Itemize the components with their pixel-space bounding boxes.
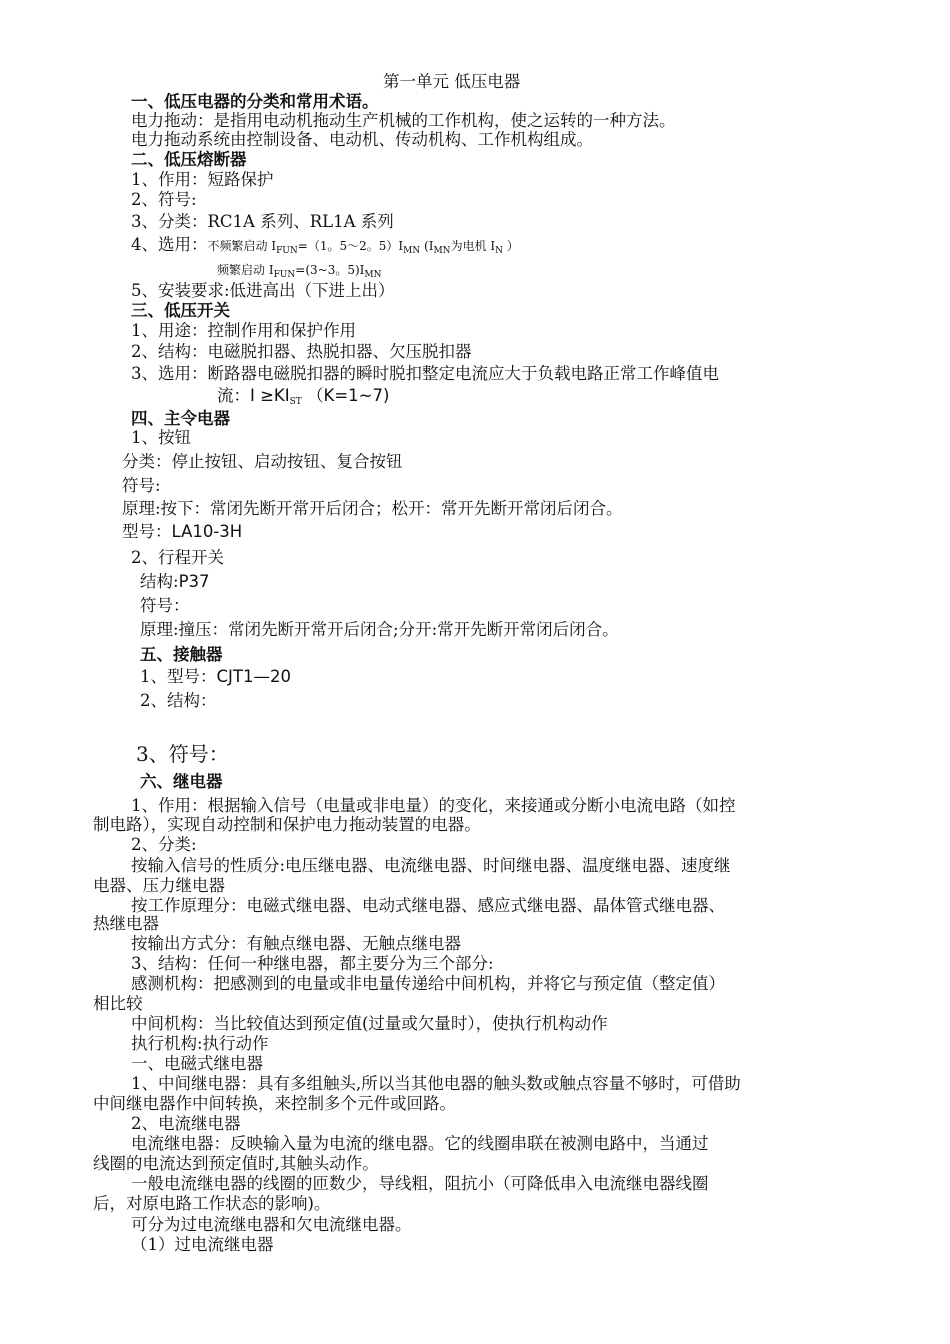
paragraph: 线圈的电流达到预定值时,其触头动作。 [93,1154,379,1173]
paragraph: 按输出方式分：有触点继电器、无触点继电器 [131,934,461,953]
formula-text: （K=1~7) [301,386,390,405]
section-heading: 五、接触器 [140,645,223,664]
list-item: 3、分类：RC1A 系列、RL1A 系列 [131,212,394,231]
formula-text: 频繁启动 I [217,263,274,277]
model-number: P37 [178,572,210,591]
formula-line [217,386,389,412]
formula-text: 不频繁启动 I [207,239,277,253]
paragraph: 符号: [122,476,161,495]
paragraph: 3、结构：任何一种继电器，都主要分为三个部分: [131,954,494,973]
formula-text: 为电机 I [450,239,496,253]
subscript: MN [433,246,451,256]
paragraph: 按输入信号的性质分:电压继电器、电流继电器、时间继电器、温度继电器、速度继 [131,856,731,875]
formula-text: =（1。5～2。5）I [297,239,404,253]
paragraph: 按工作原理分：电磁式继电器、电动式继电器、感应式继电器、晶体管式继电器、 [131,896,725,915]
section-heading: 二、低压熔断器 [131,150,247,169]
paragraph: 电器、压力继电器 [93,876,225,895]
formula-text: 流： [217,386,250,405]
paragraph: 分类：停止按钮、启动按钮、复合按钮 [122,452,403,471]
section-heading: 四、主令电器 [131,409,230,428]
paragraph: 原理:撞压：常闭先断开常开后闭合;分开:常开先断开常闭后闭合。 [140,620,619,639]
formula-text: I ≥KI [250,386,290,405]
paragraph: 后，对原电路工作状态的影响)。 [93,1194,331,1213]
paragraph: 中间机构：当比较值达到预定值(过量或欠量时），使执行机构动作 [131,1014,608,1033]
section-heading: 三、低压开关 [131,301,230,320]
paragraph: 电流继电器：反映输入量为电流的继电器。它的线圈串联在被测电路中，当通过 [131,1134,709,1153]
formula-text: =(3~3。5)I [295,263,365,277]
section-heading: 一、低压电器的分类和常用术语。 [131,92,379,111]
list-item: 2、结构： [140,691,217,710]
paragraph: 符号： [140,596,190,615]
subscript: N [495,246,503,256]
paragraph: 电力拖动：是指用电动机拖动生产机械的工作机构，使之运转的一种方法。 [131,111,676,130]
paragraph [122,522,242,542]
list-item: 1、作用：短路保护 [131,170,274,189]
paragraph: 感测机构：把感测到的电量或非电量传递给中间机构，并将它与预定值（整定值） [131,974,725,993]
paragraph: 执行机构:执行动作 [131,1034,269,1053]
paragraph [140,572,210,592]
list-item: 3、选用：断路器电磁脱扣器的瞬时脱扣整定电流应大于负载电路正常工作峰值电 [131,364,719,383]
list-item: 2、符号: [131,190,197,209]
list-item-label: 1、型号： [140,667,217,686]
paragraph: 电力拖动系统由控制设备、电动机、传动机构、工作机构组成。 [131,130,593,149]
paragraph: 一般电流继电器的线圈的匝数少，导线粗，阻抗小（可降低串入电流继电器线圈 [131,1174,709,1193]
list-item-label: 4、选用： [131,235,208,254]
paragraph: 热继电器 [93,914,159,933]
paragraph: 中间继电器作中间转换，来控制多个元件或回路。 [93,1094,456,1113]
paragraph: 相比较 [93,994,143,1013]
list-item: 2、结构：电磁脱扣器、热脱扣器、欠压脱扣器 [131,342,472,361]
paragraph: （1）过电流继电器 [131,1235,274,1254]
list-item: 2、行程开关 [131,548,224,567]
section-heading: 六、继电器 [140,772,223,791]
paragraph: 一、电磁式继电器 [131,1054,263,1073]
model-number: CJT1—20 [216,667,291,686]
paragraph: 制电路），实现自动控制和保护电力拖动装置的电器。 [93,815,481,834]
list-item: 1、用途：控制作用和保护作用 [131,321,356,340]
paragraph: 原理:按下：常闭先断开常开后闭合；松开：常开先断开常闭后闭合。 [122,499,623,518]
page-title: 第一单元 低压电器 [383,72,521,91]
list-item [131,235,519,261]
paragraph: 1、中间继电器：具有多组触头,所以当其他电器的触头数或触点容量不够时，可借助 [131,1074,741,1093]
formula-text: ） [503,239,519,253]
list-item-label: 结构: [140,572,179,591]
paragraph: 可分为过电流继电器和欠电流继电器。 [131,1215,412,1234]
formula-text: (I [420,239,434,253]
subscript: ST [289,397,302,407]
subscript: FUN [276,246,298,256]
list-item-label: 型号： [122,522,172,541]
subscript: FUN [273,270,296,280]
subscript: MN [364,270,382,280]
list-item: 5、安装要求:低进高出（下进上出） [131,281,395,300]
list-item [140,667,291,687]
paragraph: 2、电流继电器 [131,1114,241,1133]
list-item: 3、符号： [136,742,229,766]
list-item: 1、按钮 [131,428,191,447]
model-number: LA10-3H [171,522,243,541]
paragraph: 2、分类: [131,835,197,854]
paragraph: 1、作用：根据输入信号（电量或非电量）的变化，来接通或分断小电流电路（如控 [131,796,736,815]
subscript: MN [403,246,421,256]
